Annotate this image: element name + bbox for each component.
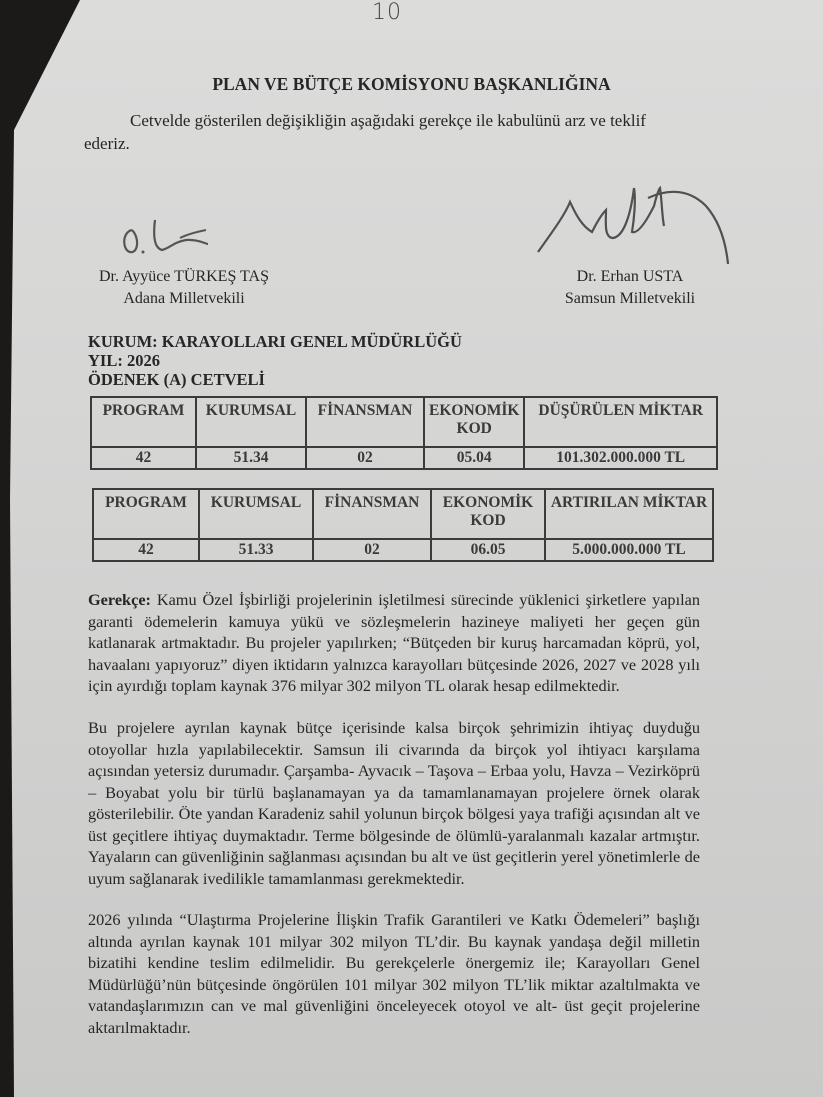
signature-scribble-icon	[530, 180, 740, 270]
signer-left	[84, 266, 284, 310]
cell-program: 42	[93, 539, 199, 561]
header-kurumsal: KURUMSAL	[196, 397, 306, 447]
signer-right	[550, 266, 710, 310]
signature-right	[530, 180, 740, 270]
header-program: PROGRAM	[91, 397, 196, 447]
cell-kurumsal: 51.33	[199, 539, 313, 561]
header-program: PROGRAM	[93, 489, 199, 539]
cell-finansman: 02	[306, 447, 424, 469]
table-row	[93, 539, 713, 561]
cell-finansman: 02	[313, 539, 431, 561]
signature-scribble-icon	[118, 208, 238, 258]
cell-miktar: 101.302.000.000 TL	[524, 447, 717, 469]
cell-miktar: 5.000.000.000 TL	[545, 539, 713, 561]
cell-program: 42	[91, 447, 196, 469]
institution-block	[88, 332, 462, 389]
signer-name: Dr. Erhan USTA	[576, 268, 684, 285]
table-row	[91, 447, 717, 469]
table-header-row	[91, 397, 717, 447]
header-kurumsal: KURUMSAL	[199, 489, 313, 539]
justification-paragraph-1	[88, 589, 700, 697]
signer-role: Adana Milletvekili	[123, 290, 245, 307]
signer-name: Dr. Ayyüce TÜRKEŞ TAŞ	[99, 268, 269, 285]
increase-table	[92, 488, 714, 562]
justification-label: Gerekçe:	[88, 590, 151, 609]
cell-ekonomik-kod: 06.05	[431, 539, 545, 561]
signature-left	[118, 208, 238, 258]
intro-paragraph: Cetvelde gösterilen değişikliğin aşağıdaki gerekçe ile kabulünü arz ve teklif ederiz.	[84, 111, 646, 153]
institution-name: KURUM: KARAYOLLARI GENEL MÜDÜRLÜĞÜ	[88, 332, 462, 351]
document-title: PLAN VE BÜTÇE KOMİSYONU BAŞKANLIĞINA	[212, 74, 611, 94]
justification-paragraph-3: 2026 yılında “Ulaştırma Projelerine İlişkin Trafik Garantileri ve Katkı Ödemeleri” başlığı altında ayrılan kaynak 101 milyar 302 milyon TL’dir. Bu kaynak yandaşa değil milletin bizatihi kendine teslim edilmelidir. Bu gerekçelerle önergemiz ile; Karayolları Genel Müdürlüğü’nün bütçesinde öngörülen 101 milyar 302 milyon TL’lik miktar azaltılmakta ve vatandaşlarımızın can ve mal güvenliğini önceleyecek otoyol ve alt- üst geçit projelerine aktarılmaktadır.	[88, 910, 700, 1037]
header-dusurulen-miktar: DÜŞÜRÜLEN MİKTAR	[524, 397, 717, 447]
header-finansman: FİNANSMAN	[313, 489, 431, 539]
header-artirilan-miktar: ARTIRILAN MİKTAR	[545, 489, 713, 539]
justification-paragraph-2: Bu projelere ayrılan kaynak bütçe içerisinde kalsa birçok şehrimizin ihtiyaç duyduğu otoyollar hızla yapılabilecektir. Samsun ili civarında da birçok yol ihtiyacı karşılama açısından yetersiz durumadır. Çarşamba- Ayvacık – Taşova – Erbaa yolu, Havza – Vezirköprü – Boyabat yolu bir türlü başlanamayan ya da tamamlanamayan projelere örnek olarak gösterilebilir. Öte yandan Karadeniz sahil yolunun birçok bölgesi yaya trafiği açısından alt ve üst geçitlere ihtiyaç duymaktadır. Terme bölgesinde de ölümlü-yaralanmalı kazalar artmıştır. Yayaların can güvenliğinin sağlanması açısından bu alt ve üst geçitlerin yerel yönetimlerle de uyum sağlanarak ivedilikle tamamlanması gerekmektedir.	[88, 718, 700, 888]
schedule-label: ÖDENEK (A) CETVELİ	[88, 370, 265, 389]
header-ekonomik-kod: EKONOMİK KOD	[424, 397, 524, 447]
reduction-table	[90, 396, 718, 470]
year-label: YIL: 2026	[88, 351, 160, 370]
table-header-row	[93, 489, 713, 539]
cell-ekonomik-kod: 05.04	[424, 447, 524, 469]
paragraph-text: Kamu Özel İşbirliği projelerinin işletilmesi sürecinde yüklenici şirketlere yapılan garanti ödemelerin kamuya yükü ve sözleşmelerin hazineye maliyeti her geçen gün katlanarak artmaktadır. Bu projeler yapılırken; “Bütçeden bir kuruş harcamadan köprü, yol, havaalanı yapıyoruz” diyen iktidarın yalnızca karayolları bütçesinde 2026, 2027 ve 2028 yılı için ayırdığı toplam kaynak 376 milyar 302 milyon TL olarak hesap edilmektedir.	[88, 590, 700, 695]
handwritten-page-number: 10	[372, 0, 402, 25]
signer-role: Samsun Milletvekili	[564, 290, 696, 307]
cell-kurumsal: 51.34	[196, 447, 306, 469]
header-ekonomik-kod: EKONOMİK KOD	[431, 489, 545, 539]
header-finansman: FİNANSMAN	[306, 397, 424, 447]
